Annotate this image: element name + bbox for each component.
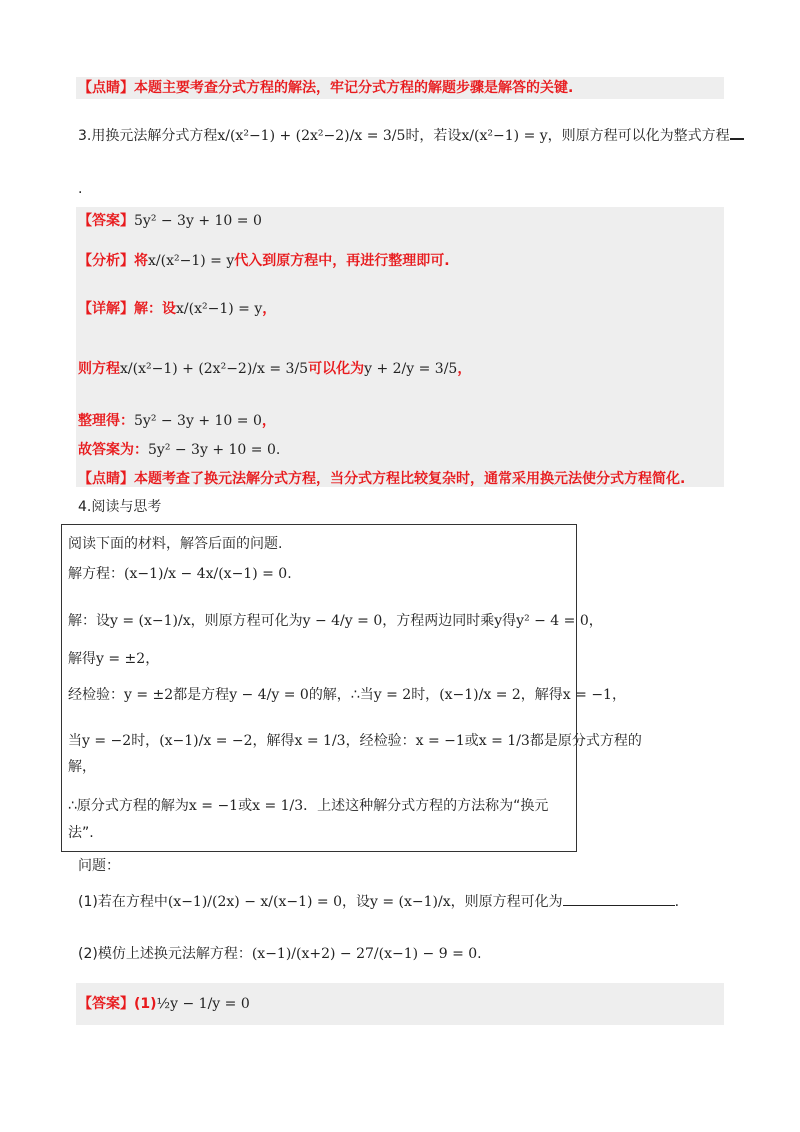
answer-blank	[730, 126, 744, 140]
part-1	[78, 891, 679, 913]
punctuation: ，	[261, 413, 276, 429]
part-text: .	[674, 894, 680, 910]
stem-text: 3.用换元法解分式方程	[78, 128, 218, 144]
analysis-text: 代入到原方程中，再进行整理即可.	[234, 253, 450, 269]
part-equation: y = (x−1)/x	[369, 894, 451, 910]
box-equation: x = −1	[562, 687, 612, 703]
box-equation: x = 1/3	[252, 798, 304, 814]
box-line-6	[68, 730, 642, 752]
box-line-8	[68, 795, 548, 817]
answer-blank	[563, 891, 675, 906]
box-line-4	[68, 648, 159, 670]
box-text: ，	[588, 613, 603, 629]
part-text: (2)模仿上述换元法解方程：	[78, 946, 252, 962]
box-equation: y − 4/y = 0	[302, 613, 383, 629]
analysis-equation: x/(x²−1) = y	[148, 253, 235, 269]
then-equation: x/(x²−1) + (2x²−2)/x = 3/5	[120, 361, 309, 377]
then-line	[78, 358, 471, 380]
part-text: ，则原方程可化为	[450, 894, 563, 910]
box-line-3	[68, 610, 603, 632]
box-text: ，解得	[520, 687, 563, 703]
answer-equation: 5y² − 3y + 10 = 0	[134, 213, 262, 229]
part-equation: (x−1)/(2x) − x/(x−1) = 0	[167, 894, 342, 910]
box-text: ，方程两边同时乘	[382, 613, 495, 629]
punctuation: ，	[457, 361, 472, 377]
box-text: ，	[611, 687, 626, 703]
final-equation: 5y² − 3y + 10 = 0	[148, 442, 276, 458]
stem-period: .	[78, 181, 83, 197]
answer-label: 【答案】	[78, 213, 134, 229]
part-text: ，设	[341, 894, 370, 910]
box-equation: x = 1/3	[294, 733, 346, 749]
answer-equation: ½y − 1/y = 0	[156, 996, 250, 1012]
q4-answer-line	[78, 993, 250, 1015]
box-text: 得	[502, 613, 517, 629]
box-text: 都是方程	[173, 687, 230, 703]
box-text: 时，	[411, 687, 440, 703]
box-text: ．上述这种解分式方程的方法称为“换元	[303, 798, 549, 814]
analysis-label: 【分析】将	[78, 253, 148, 269]
sort-equation: 5y² − 3y + 10 = 0	[134, 413, 262, 429]
box-equation: (x−1)/x = 2	[439, 687, 521, 703]
dianjing-note-2: 【点睛】本题考查了换元法解分式方程，当分式方程比较复杂时，通常采用换元法使分式方程简化.	[78, 471, 686, 487]
box-equation: (x−1)/x = −2	[159, 733, 253, 749]
box-text: 时，	[131, 733, 160, 749]
detail-label: 【详解】解：设	[78, 301, 176, 317]
box-text: ，则原方程可化为	[190, 613, 303, 629]
then-label: 则方程	[78, 361, 120, 377]
box-line-9: 法”.	[68, 825, 94, 841]
box-text: 经检验：	[68, 687, 124, 703]
box-equation: y² − 4 = 0	[516, 613, 589, 629]
box-equation: (x−1)/x − 4x/(x−1) = 0	[124, 566, 288, 582]
box-line-2	[68, 563, 292, 585]
then-text: 可以化为	[308, 361, 365, 377]
box-equation: y	[494, 613, 503, 629]
box-text: 解得	[68, 651, 96, 667]
final-label: 故答案为：	[78, 442, 148, 458]
box-text: 都是原分式方程的	[529, 733, 642, 749]
question-4-title: 4.阅读与思考	[78, 499, 162, 515]
box-text: 当	[68, 733, 82, 749]
punctuation: .	[275, 442, 281, 458]
box-equation: y = ±2	[96, 651, 146, 667]
box-line-5	[68, 684, 626, 706]
box-text: 解：设	[68, 613, 110, 629]
equation: x/(x²−1) + (2x²−2)/x = 3/5	[217, 128, 406, 144]
box-equation: x = −1	[188, 798, 239, 814]
box-equation: y = (x−1)/x	[110, 613, 191, 629]
box-equation: x = 1/3	[478, 733, 530, 749]
dianjing-note: 【点睛】本题主要考查分式方程的解法，牢记分式方程的解题步骤是解答的关键.	[78, 80, 574, 96]
part-2	[78, 943, 482, 965]
then-simplified: y + 2/y = 3/5	[364, 361, 458, 377]
answer-line	[78, 210, 262, 232]
box-line-1: 阅读下面的材料，解答后面的问题.	[68, 536, 283, 552]
box-text: 解方程：	[68, 566, 124, 582]
box-equation: y − 4/y = 0	[229, 687, 309, 703]
analysis-line	[78, 250, 450, 272]
stem-text: 时，若设	[405, 128, 462, 144]
box-equation: y = 2	[373, 687, 412, 703]
answer-label: 【答案】	[78, 996, 134, 1012]
box-text: ，	[145, 651, 160, 667]
sort-line	[78, 410, 276, 432]
detail-equation: x/(x²−1) = y	[176, 301, 263, 317]
box-text: ，解得	[252, 733, 295, 749]
punctuation: ，	[262, 301, 277, 317]
part-equation: (x−1)/(x+2) − 27/(x−1) − 9 = 0	[251, 946, 478, 962]
substitution: x/(x²−1) = y	[461, 128, 548, 144]
part-text: .	[477, 946, 482, 962]
question-label: 问题：	[78, 858, 120, 874]
box-equation: x = −1	[415, 733, 465, 749]
stem-text: ，则原方程可以化为整式方程	[547, 128, 730, 144]
box-text: 的解，∴当	[308, 687, 374, 703]
sort-label: 整理得：	[78, 413, 134, 429]
detail-line	[78, 298, 276, 320]
part-text: (1)若在方程中	[78, 894, 168, 910]
box-line-7: 解，	[68, 759, 96, 775]
box-text: .	[287, 566, 292, 582]
box-text: ∴原分式方程的解为	[68, 798, 189, 814]
box-equation: y = −2	[82, 733, 132, 749]
final-answer-line	[78, 439, 280, 461]
question-3-stem	[78, 125, 744, 147]
box-text: ，经检验：	[345, 733, 416, 749]
box-equation: y = ±2	[124, 687, 174, 703]
box-text: 或	[238, 798, 253, 814]
answer-number: (1)	[134, 996, 157, 1012]
box-text: 或	[464, 733, 479, 749]
